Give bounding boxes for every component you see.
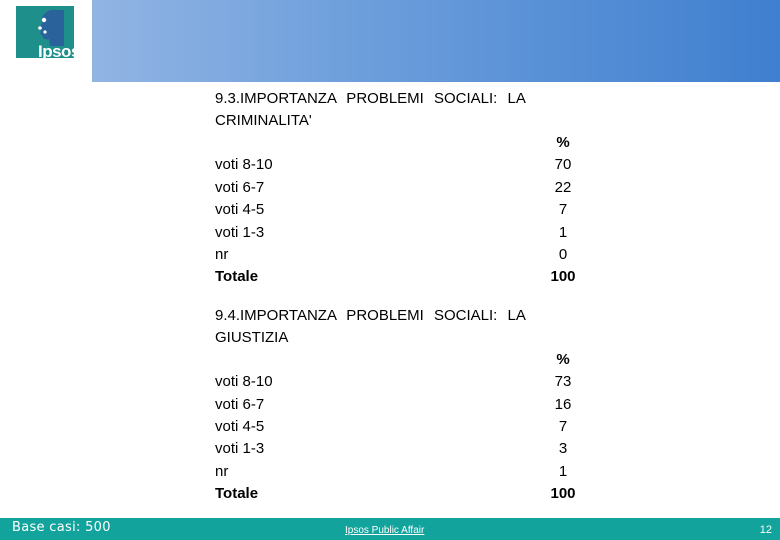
row-value: 1	[558, 462, 568, 480]
row-label: nr	[215, 245, 229, 263]
table-row	[215, 177, 585, 199]
total-row	[215, 483, 585, 505]
table-row	[215, 416, 585, 438]
header-banner	[0, 0, 780, 82]
table-row	[215, 154, 585, 176]
table-row	[215, 371, 585, 393]
table-row	[215, 394, 585, 416]
row-label: voti 6-7	[215, 395, 265, 413]
table-title: 9.3.IMPORTANZA PROBLEMI SOCIALI: LA CRIMINALITA'	[215, 90, 526, 129]
row-label: voti 8-10	[215, 373, 273, 391]
row-value: 0	[558, 245, 568, 263]
percent-header-row	[215, 132, 585, 154]
row-value: 7	[558, 201, 568, 219]
table-title: 9.4.IMPORTANZA PROBLEMI SOCIALI: LA GIUSTIZIA	[215, 306, 526, 346]
row-label: nr	[215, 462, 229, 480]
row-value: 7	[558, 417, 568, 435]
tables-container	[215, 88, 585, 521]
table-criminalita	[215, 88, 585, 289]
table-row	[215, 222, 585, 244]
total-row	[215, 266, 585, 288]
row-label: voti 4-5	[215, 417, 265, 435]
page-number: 12	[759, 524, 772, 536]
total-label: Totale	[215, 268, 259, 286]
row-value: 16	[554, 395, 572, 413]
total-value: 100	[550, 485, 576, 503]
footer-link[interactable]: Ipsos Public Affair	[345, 525, 425, 536]
logo-panel	[0, 0, 92, 82]
table-giustizia	[215, 305, 585, 506]
total-label: Totale	[215, 485, 259, 503]
row-value: 1	[558, 223, 568, 241]
table-row	[215, 199, 585, 221]
row-label: voti 8-10	[215, 156, 273, 174]
row-value: 73	[554, 373, 572, 391]
row-label: voti 6-7	[215, 178, 265, 196]
row-value: 3	[558, 440, 568, 458]
row-label: voti 1-3	[215, 223, 265, 241]
table-row	[215, 438, 585, 460]
percent-header: %	[556, 134, 570, 151]
logo-text: Ipsos	[38, 42, 80, 61]
base-count: Base casi: 500	[12, 520, 111, 535]
row-label: voti 4-5	[215, 201, 265, 219]
row-value: 22	[554, 178, 572, 196]
row-value: 70	[554, 156, 572, 174]
row-label: voti 1-3	[215, 440, 265, 458]
ipsos-logo	[16, 6, 80, 61]
table-row	[215, 461, 585, 483]
table-row	[215, 244, 585, 266]
percent-header-row	[215, 349, 585, 371]
percent-header: %	[556, 350, 570, 368]
footer-bar	[0, 518, 780, 540]
total-value: 100	[550, 268, 576, 286]
